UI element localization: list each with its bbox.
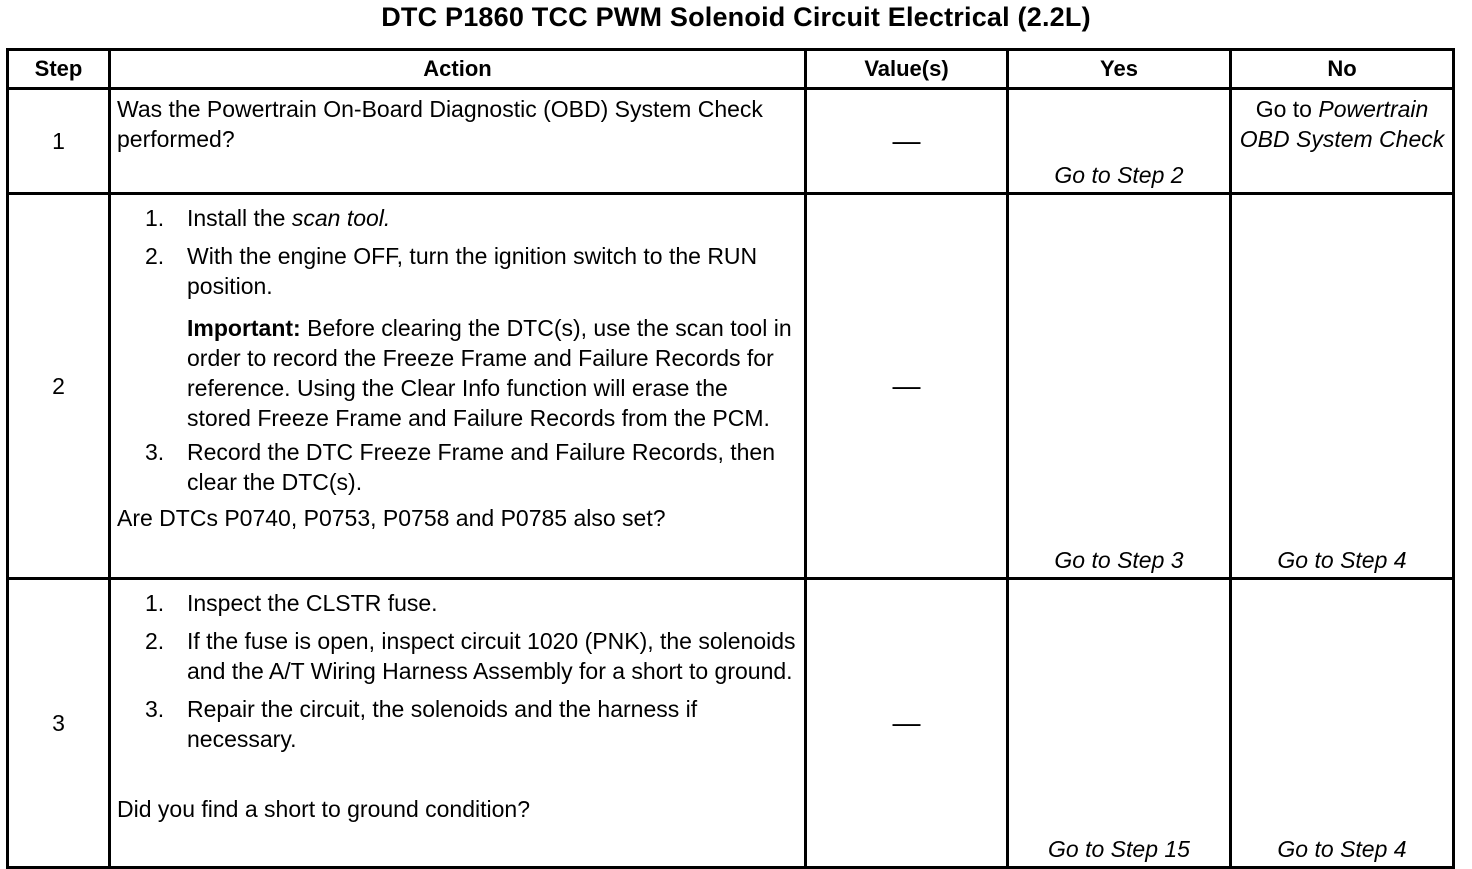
important-note	[117, 313, 796, 433]
header-action: Action	[110, 50, 806, 89]
note-text: Before clearing the DTC(s), use the scan tool in order to record the Freeze Frame and Failure Records for reference. Using the Clear Info function will erase the stored Freeze Frame and Failure Records from the PCM.	[187, 315, 792, 431]
yes-cell: Go to Step 3	[1008, 194, 1231, 579]
no-cell-link: Powertrain OBD System Check	[1239, 96, 1445, 152]
list-item	[117, 437, 796, 497]
table-header-row	[8, 50, 1454, 89]
list-item-number: 2.	[145, 243, 165, 269]
list-item	[117, 694, 796, 754]
page-title: DTC P1860 TCC PWM Solenoid Circuit Electrical (2.2L)	[381, 2, 1091, 32]
header-values: Value(s)	[806, 50, 1008, 89]
no-cell	[1231, 89, 1454, 194]
action-cell	[110, 89, 806, 194]
list-item-number: 1.	[145, 205, 165, 231]
list-item-text: Record the DTC Freeze Frame and Failure Records, then clear the DTC(s).	[187, 439, 776, 495]
action-steps-list	[117, 588, 796, 754]
list-item	[117, 241, 796, 301]
yes-cell: Go to Step 2	[1008, 89, 1231, 194]
table-row-step-1	[8, 89, 1454, 194]
step-number: 2	[8, 194, 110, 579]
list-item-text: Repair the circuit, the solenoids and the harness if necessary.	[187, 696, 698, 752]
header-yes: Yes	[1008, 50, 1231, 89]
action-question: Did you find a short to ground condition?	[117, 796, 530, 822]
value-cell: —	[806, 579, 1008, 868]
action-cell	[110, 579, 806, 868]
table-row-step-3	[8, 579, 1454, 868]
list-item-number: 3.	[145, 696, 165, 722]
table-row-step-2	[8, 194, 1454, 579]
action-question: Are DTCs P0740, P0753, P0758 and P0785 also set?	[117, 505, 666, 531]
no-cell: Go to Step 4	[1231, 579, 1454, 868]
value-cell: —	[806, 89, 1008, 194]
action-steps-list	[117, 437, 796, 497]
yes-cell: Go to Step 15	[1008, 579, 1231, 868]
action-question: Was the Powertrain On-Board Diagnostic (OBD) System Check performed?	[117, 96, 763, 152]
list-item-text: With the engine OFF, turn the ignition switch to the RUN position.	[187, 243, 758, 299]
no-cell: Go to Step 4	[1231, 194, 1454, 579]
list-item	[117, 203, 796, 233]
no-cell-prefix: Go to	[1255, 96, 1312, 122]
header-no: No	[1231, 50, 1454, 89]
list-item-number: 3.	[145, 439, 165, 465]
step-number: 3	[8, 579, 110, 868]
list-item	[117, 588, 796, 618]
action-steps-list	[117, 203, 796, 301]
value-cell: —	[806, 194, 1008, 579]
diagnostic-table	[6, 48, 1455, 869]
list-item	[117, 626, 796, 686]
list-item-text: If the fuse is open, inspect circuit 1020 (PNK), the solenoids and the A/T Wiring Harness Assembly for a short to ground.	[187, 628, 796, 684]
list-item-text: Inspect the CLSTR fuse.	[187, 590, 438, 616]
list-item-number: 2.	[145, 628, 165, 654]
header-step: Step	[8, 50, 110, 89]
list-item-emphasis: scan tool.	[291, 205, 391, 231]
note-label: Important:	[187, 315, 301, 341]
action-cell	[110, 194, 806, 579]
list-item-number: 1.	[145, 590, 165, 616]
step-number: 1	[8, 89, 110, 194]
list-item-text: Install the	[187, 205, 286, 231]
